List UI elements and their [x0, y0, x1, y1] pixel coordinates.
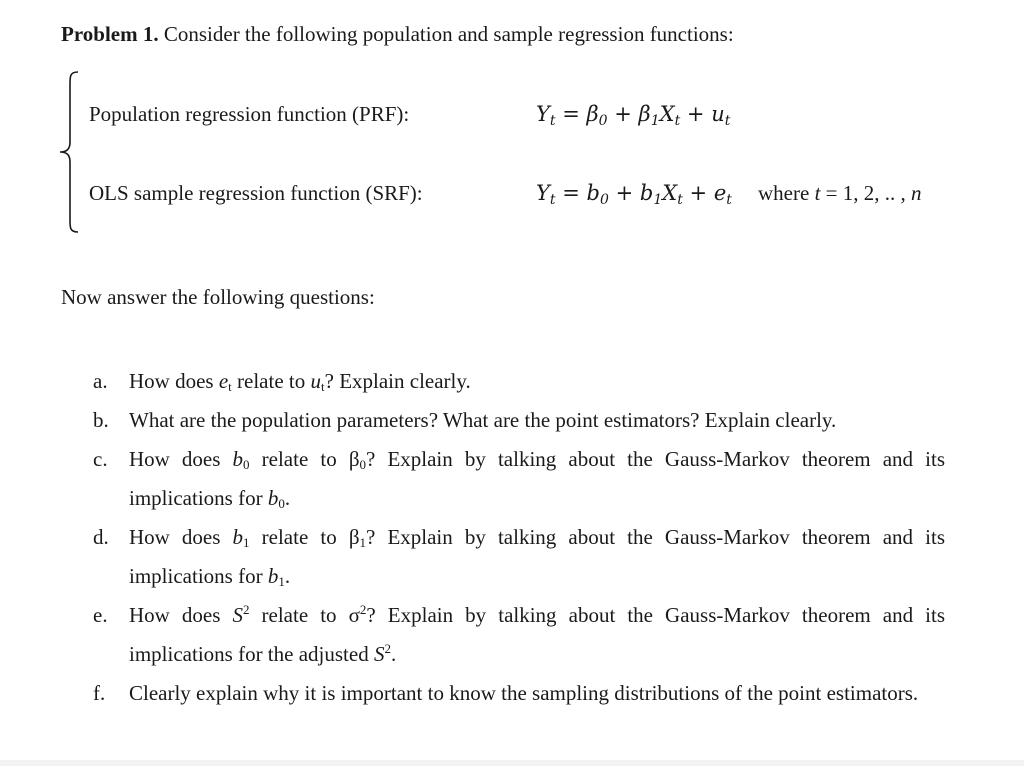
question-marker: b. [93, 408, 109, 432]
question-text: What are the population parameters? What are the point estimators? Explain clearly. [129, 408, 837, 432]
srf-label: OLS sample regression function (SRF): [89, 181, 423, 205]
question-list [0, 362, 1024, 713]
problem-heading [61, 22, 734, 47]
page-bottom-strip [0, 760, 1024, 766]
question-marker: c. [93, 447, 108, 471]
question-marker: f. [93, 681, 106, 705]
left-brace [58, 70, 82, 234]
question-text: How does $b_0$ relate to $\beta_0$? Explain by talking about the Gauss-Markov theorem and its implications for $b_0$. [129, 447, 945, 511]
problem-intro: Consider the following population and sample regression functions: [163, 22, 734, 46]
question-e [0, 596, 1024, 674]
index-range-note: where t = 1, 2, .. , n [758, 181, 922, 205]
question-text: How does $b_1$ relate to $\beta_1$? Explain by talking about the Gauss-Markov theorem and its implications for $b_1$. [129, 525, 945, 589]
question-d [0, 518, 1024, 596]
question-c [0, 440, 1024, 518]
questions-intro: Now answer the following questions: [61, 285, 375, 309]
prf-label: Population regression function (PRF): [89, 102, 410, 126]
question-marker: d. [93, 525, 109, 549]
question-a [0, 362, 1024, 401]
problem-label: Problem 1. [61, 22, 159, 46]
prf-equation: $Y_t = \beta_0 + \beta_1X_t + u_t$ [536, 102, 731, 129]
question-text: Clearly explain why it is important to know the sampling distributions of the point estimators. [129, 681, 919, 705]
question-f [0, 674, 1024, 713]
question-b [0, 401, 1024, 440]
srf-equation: $Y_t = b_0 + b_1X_t + e_t$ [536, 181, 732, 208]
question-marker: e. [93, 603, 108, 627]
question-text: How does $S^2$ relate to $\sigma^2$? Explain by talking about the Gauss-Markov theorem and its implications for the adjusted $S^2$. [129, 602, 946, 666]
question-text: How does $e_t$ relate to $u_t$? Explain clearly. [129, 369, 471, 394]
question-marker: a. [93, 369, 108, 393]
